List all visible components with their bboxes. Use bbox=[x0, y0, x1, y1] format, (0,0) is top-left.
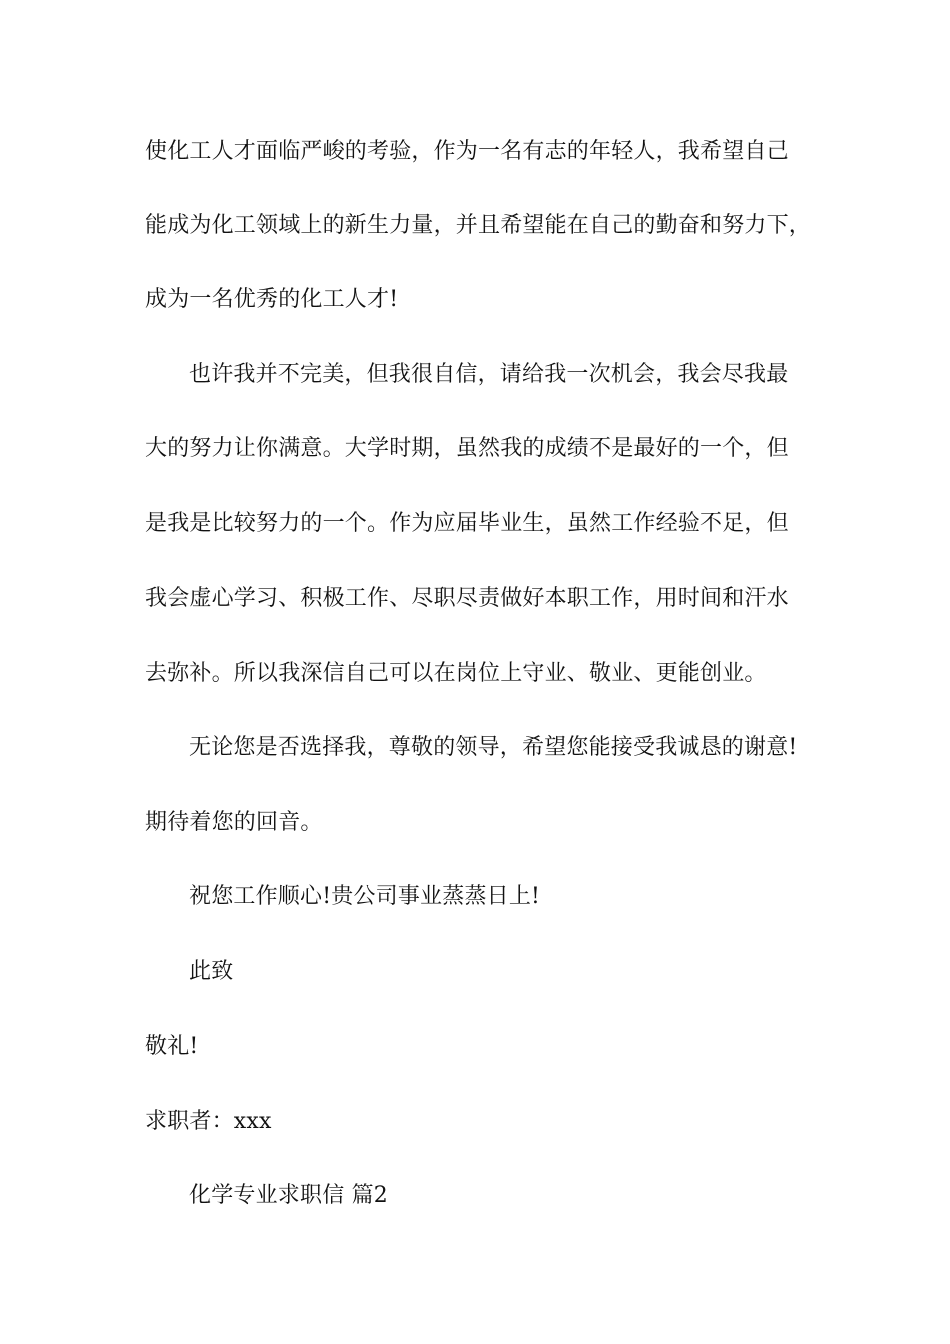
closing-salutation: 此致 bbox=[189, 959, 234, 984]
paragraph-line: 大的努力让你满意。大学时期，虽然我的成绩不是最好的一个，但 bbox=[145, 436, 789, 461]
closing-regards: 敬礼! bbox=[145, 1034, 199, 1059]
signature-line: 求职者：xxx bbox=[145, 1109, 272, 1134]
closing-wish: 祝您工作顺心!贵公司事业蒸蒸日上! bbox=[189, 884, 541, 909]
paragraph-line: 我会虚心学习、积极工作、尽职尽责做好本职工作，用时间和汗水 bbox=[145, 586, 789, 611]
paragraph-line: 无论您是否选择我，尊敬的领导，希望您能接受我诚恳的谢意! bbox=[189, 735, 798, 760]
paragraph-line: 使化工人才面临严峻的考验，作为一名有志的年轻人，我希望自己 bbox=[145, 139, 789, 164]
paragraph-line: 是我是比较努力的一个。作为应届毕业生，虽然工作经验不足，但 bbox=[145, 511, 789, 536]
paragraph-line: 期待着您的回音。 bbox=[145, 810, 323, 835]
section-heading: 化学专业求职信 篇2 bbox=[189, 1183, 388, 1208]
paragraph-line: 也许我并不完美，但我很自信，请给我一次机会，我会尽我最 bbox=[189, 362, 789, 387]
paragraph-line: 去弥补。所以我深信自己可以在岗位上守业、敬业、更能创业。 bbox=[145, 661, 767, 686]
paragraph-line: 成为一名优秀的化工人才! bbox=[145, 287, 399, 312]
paragraph-line: 能成为化工领域上的新生力量，并且希望能在自己的勤奋和努力下， bbox=[145, 213, 812, 238]
